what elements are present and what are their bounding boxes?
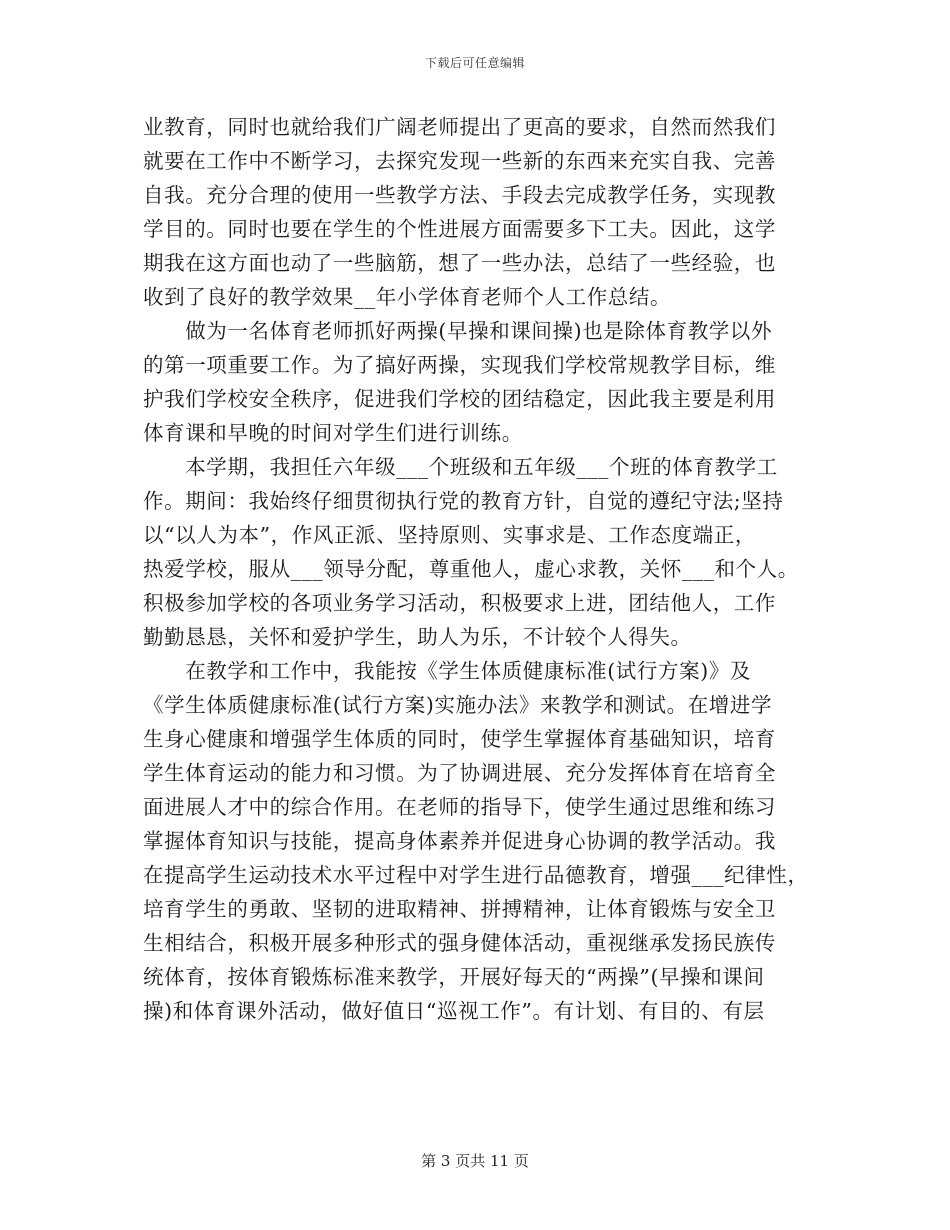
page-header: 下载后可任意编辑 <box>424 56 525 70</box>
text-line: 自我。充分合理的使用一些教学方法、手段去完成教学任务，实现教 <box>143 183 776 207</box>
paragraph-1 <box>143 110 818 314</box>
text-line: 做为一名体育老师抓好两操(早操和课间操)也是除体育教学以外 <box>143 319 773 343</box>
text-line: 体育课和早晚的时间对学生们进行训练。 <box>143 421 523 445</box>
document-body <box>143 110 818 1028</box>
text-line: 期我在这方面也动了一些脑筋，想了一些办法，总结了一些经验，也 <box>143 251 776 275</box>
text-line: 操)和体育课外活动，做好值日“巡视工作”。有计划、有目的、有层 <box>143 999 765 1023</box>
text-line: 面进展人才中的综合作用。在老师的指导下，使学生通过思维和练习 <box>143 795 776 819</box>
text-line: 学生体育运动的能力和习惯。为了协调进展、充分发挥体育在培育全 <box>143 761 776 785</box>
text-line: 的第一项重要工作。为了搞好两操，实现我们学校常规教学目标，维 <box>143 353 776 377</box>
text-line: 业教育，同时也就给我们广阔老师提出了更高的要求，自然而然我们 <box>143 115 776 139</box>
text-line: 在教学和工作中，我能按《学生体质健康标准(试行方案)》及 <box>143 659 751 683</box>
page-number: 第 3 页共 11 页 <box>421 1152 529 1170</box>
paragraph-4 <box>143 654 818 1028</box>
text-line: 生身心健康和增强学生体质的同时，使学生掌握体育基础知识，培育 <box>143 727 776 751</box>
text-line: 在提高学生运动技术水平过程中对学生进行品德教育，增强___纪律性， <box>143 863 809 887</box>
text-line: 就要在工作中不断学习，去探究发现一些新的东西来充实自我、完善 <box>143 149 776 173</box>
text-line: 护我们学校安全秩序，促进我们学校的团结稳定，因此我主要是利用 <box>143 387 776 411</box>
text-line: 统体育，按体育锻炼标准来教学，开展好每天的“两操”(早操和课间 <box>143 965 765 989</box>
text-line: 积极参加学校的各项业务学习活动，积极要求上进，团结他人，工作 <box>143 591 776 615</box>
text-line: 收到了良好的教学效果__年小学体育老师个人工作总结。 <box>143 285 672 309</box>
paragraph-3 <box>143 450 818 654</box>
text-line: 以“以人为本”，作风正派、坚持原则、实事求是、工作态度端正， <box>143 523 756 547</box>
text-line: 热爱学校，服从___领导分配，尊重他人，虚心求教，关怀___和个人。 <box>143 557 799 581</box>
text-line: 本学期，我担任六年级___个班级和五年级___个班的体育教学工 <box>143 455 778 479</box>
text-line: 勤勤恳恳，关怀和爱护学生，助人为乐，不计较个人得失。 <box>143 625 692 649</box>
text-line: 作。期间：我始终仔细贯彻执行党的教育方针，自觉的遵纪守法;坚持 <box>143 489 784 513</box>
text-line: 培育学生的勇敢、坚韧的进取精神、拼搏精神，让体育锻炼与安全卫 <box>143 897 776 921</box>
paragraph-2 <box>143 314 818 450</box>
text-line: 学目的。同时也要在学生的个性进展方面需要多下工夫。因此，这学 <box>143 217 776 241</box>
text-line: 生相结合，积极开展多种形式的强身健体活动，重视继承发扬民族传 <box>143 931 776 955</box>
text-line: 掌握体育知识与技能，提高身体素养并促进身心协调的教学活动。我 <box>143 829 776 853</box>
text-line: 《学生体质健康标准(试行方案)实施办法》来教学和测试。在增进学 <box>143 693 773 717</box>
